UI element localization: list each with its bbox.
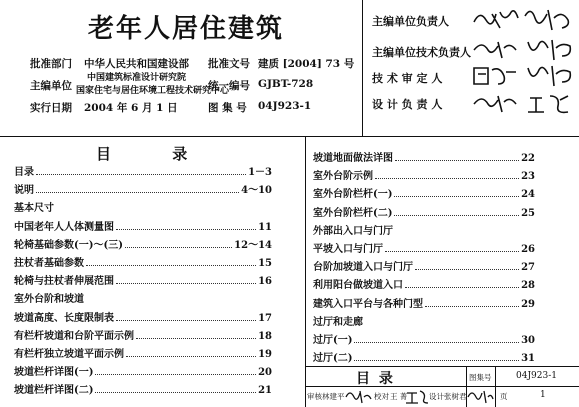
toc-entry-page: 1－3 bbox=[248, 167, 272, 178]
toc-entry-label: 平坡入口与门厅 bbox=[313, 244, 383, 255]
toc-entry[interactable] bbox=[313, 149, 535, 164]
toc-leader-dots bbox=[86, 264, 256, 266]
footer-atlas-value: 04J923-1 bbox=[516, 371, 558, 381]
toc-entry-label: 有栏杆坡道和台阶平面示例 bbox=[14, 330, 134, 342]
toc-entry-page: 27 bbox=[521, 262, 535, 274]
toc-entry-label: 轮椅基础参数(一)～(三) bbox=[14, 239, 123, 251]
toc-entry[interactable] bbox=[313, 240, 535, 255]
unified-no-label: 统一编号 bbox=[208, 80, 250, 92]
footer-checker-signature bbox=[405, 387, 429, 405]
toc-leader-dots bbox=[394, 195, 519, 197]
atlas-no-value: 04J923-1 bbox=[258, 100, 312, 112]
toc-entry-label: 利用阳台做坡道入口 bbox=[313, 280, 403, 292]
toc-entry-label: 目录 bbox=[14, 167, 34, 178]
toc-entry-label: 台阶加坡道入口与门厅 bbox=[313, 262, 413, 274]
footer-designer-signature bbox=[466, 387, 494, 405]
toc-leader-dots bbox=[385, 250, 519, 252]
toc-entry[interactable] bbox=[14, 381, 272, 396]
effective-date-value: 2004 年 6 月 1 日 bbox=[84, 102, 178, 114]
sig-role-3: 技 术 审 定 人 bbox=[372, 72, 443, 85]
toc-entry-label: 轮椅与拄杖者伸展范围 bbox=[14, 276, 114, 288]
toc-section-heading: 基本尺寸 bbox=[14, 203, 54, 215]
toc-entry-label: 建筑入口平台与各种门型 bbox=[313, 298, 423, 310]
chief-unit-label: 主编单位 bbox=[30, 80, 72, 92]
toc-leader-dots bbox=[36, 173, 246, 175]
footer-page-label: 页 bbox=[500, 392, 508, 401]
approval-no-label: 批准文号 bbox=[208, 58, 250, 70]
atlas-no-label: 图 集 号 bbox=[208, 102, 247, 114]
toc-section-heading: 过厅和走廊 bbox=[313, 316, 363, 328]
toc-entry-page: 31 bbox=[521, 353, 535, 365]
effective-date-label: 实行日期 bbox=[30, 102, 72, 114]
toc-leader-dots bbox=[95, 373, 256, 375]
toc-entry-page: 22 bbox=[521, 153, 535, 164]
toc-entry-page: 16 bbox=[258, 276, 272, 288]
sig-role-1: 主编单位负责人 bbox=[372, 15, 449, 28]
footer-reviewer-label: 审核 bbox=[307, 392, 322, 401]
toc-entry[interactable] bbox=[14, 236, 272, 251]
approval-no-value: 建质 [2004] 73 号 bbox=[258, 58, 355, 70]
toc-leader-dots bbox=[425, 305, 519, 307]
toc-leader-dots bbox=[136, 337, 256, 339]
toc-entry-label: 坡道栏杆详图(二) bbox=[14, 385, 94, 397]
toc-entry-page: 28 bbox=[521, 280, 535, 292]
toc-entry-page: 30 bbox=[521, 335, 535, 346]
toc-entry-page: 23 bbox=[521, 171, 535, 183]
unified-no-value: GJBT-728 bbox=[258, 78, 314, 90]
toc-leader-dots bbox=[354, 341, 519, 343]
footer-reviewer-signature bbox=[344, 387, 372, 405]
footer-checker-name: 王 菁 bbox=[390, 392, 408, 401]
footer-page-value: 1 bbox=[540, 390, 546, 400]
handwritten-signature-4 bbox=[470, 88, 576, 118]
toc-entry[interactable] bbox=[313, 276, 535, 291]
footer-checker-label: 校对 bbox=[374, 392, 389, 401]
toc-leader-dots bbox=[95, 391, 256, 393]
toc-entry-page: 25 bbox=[521, 207, 535, 219]
toc-leader-dots bbox=[405, 286, 519, 288]
toc-entry-page: 20 bbox=[258, 367, 272, 379]
toc-entry-page: 12～14 bbox=[234, 239, 272, 251]
toc-entry-label: 坡道地面做法详图 bbox=[313, 153, 393, 164]
toc-entry-page: 4～10 bbox=[241, 185, 272, 197]
toc-leader-dots bbox=[126, 355, 256, 357]
footer-designer-name: 张树君 bbox=[444, 392, 467, 401]
toc-entry[interactable] bbox=[14, 163, 272, 178]
toc-leader-dots bbox=[415, 268, 519, 270]
toc-leader-dots bbox=[395, 159, 519, 161]
toc-entry-page: 11 bbox=[258, 221, 272, 233]
footer-reviewer-name: 林建平 bbox=[322, 392, 345, 401]
toc-entry[interactable] bbox=[313, 295, 535, 310]
sig-role-4: 设 计 负 责 人 bbox=[372, 98, 443, 111]
document-title: 老年人居住建筑 bbox=[88, 14, 285, 44]
toc-leader-dots bbox=[375, 177, 519, 179]
approving-dept-value: 中华人民共和国建设部 bbox=[84, 58, 189, 70]
footer-designer-label: 设计 bbox=[429, 392, 444, 401]
toc-entry[interactable] bbox=[313, 204, 535, 219]
approving-dept-label: 批准部门 bbox=[30, 58, 72, 70]
toc-entry-label: 说明 bbox=[14, 185, 34, 197]
header-divider bbox=[362, 0, 363, 136]
toc-entry[interactable] bbox=[14, 272, 272, 287]
toc-entry[interactable] bbox=[14, 181, 272, 196]
toc-entry[interactable] bbox=[313, 258, 535, 273]
toc-entry-label: 坡道栏杆详图(一) bbox=[14, 367, 94, 379]
toc-entry[interactable] bbox=[14, 218, 272, 233]
footer-divider-2 bbox=[495, 366, 496, 407]
toc-leader-dots bbox=[116, 319, 256, 321]
toc-section-heading: 室外台阶和坡道 bbox=[14, 294, 84, 306]
chief-unit-value-2: 国家住宅与居住环境工程技术研究中心 bbox=[76, 86, 230, 96]
toc-entry-page: 17 bbox=[258, 312, 272, 324]
toc-entry-page: 19 bbox=[258, 349, 272, 360]
toc-entry[interactable] bbox=[313, 331, 535, 346]
toc-entry-page: 15 bbox=[258, 258, 272, 269]
toc-entry-page: 29 bbox=[521, 298, 535, 310]
toc-leader-dots bbox=[116, 228, 256, 230]
toc-leader-dots bbox=[125, 246, 232, 248]
toc-entry-page: 18 bbox=[258, 330, 272, 342]
toc-entry[interactable] bbox=[14, 363, 272, 378]
toc-entry[interactable] bbox=[14, 254, 272, 269]
toc-entry-label: 室外台阶栏杆(二) bbox=[313, 207, 393, 219]
toc-leader-dots bbox=[354, 359, 519, 361]
toc-entry-label: 过厅(二) bbox=[313, 353, 353, 365]
footer-title: 目 录 bbox=[356, 371, 395, 387]
toc-entry[interactable] bbox=[313, 349, 535, 364]
toc-leader-dots bbox=[116, 282, 256, 284]
toc-entry-page: 26 bbox=[521, 244, 535, 255]
toc-title: 目 录 bbox=[96, 145, 216, 163]
toc-section-heading: 外部出入口与门厅 bbox=[313, 225, 393, 237]
sig-role-2: 主编单位技术负责人 bbox=[372, 46, 471, 59]
toc-entry[interactable] bbox=[14, 309, 272, 324]
toc-entry-label: 室外台阶示例 bbox=[313, 171, 373, 183]
toc-entry[interactable] bbox=[14, 327, 272, 342]
footer-top-rule bbox=[305, 366, 579, 367]
footer-atlas-label: 图集号 bbox=[469, 373, 492, 382]
toc-entry-label: 中国老年人人体测量图 bbox=[14, 221, 114, 233]
toc-entry-label: 坡道高度、长度限制表 bbox=[14, 312, 114, 324]
toc-entry-label: 拄杖者基础参数 bbox=[14, 258, 84, 269]
handwritten-signature-3 bbox=[470, 60, 576, 90]
header-bottom-rule bbox=[0, 136, 579, 137]
toc-entry-page: 24 bbox=[521, 189, 535, 201]
toc-entry-label: 过厅(一) bbox=[313, 335, 353, 346]
toc-entry-page: 21 bbox=[258, 385, 272, 397]
toc-entry-label: 室外台阶栏杆(一) bbox=[313, 189, 393, 201]
handwritten-signature-1 bbox=[470, 4, 576, 34]
chief-unit-value-1: 中国建筑标准设计研究院 bbox=[87, 73, 187, 83]
toc-entry[interactable] bbox=[313, 185, 535, 200]
toc-entry[interactable] bbox=[313, 167, 535, 182]
toc-entry[interactable] bbox=[14, 345, 272, 360]
toc-leader-dots bbox=[36, 191, 239, 193]
toc-entry-label: 有栏杆独立坡道平面示例 bbox=[14, 349, 124, 360]
toc-leader-dots bbox=[394, 214, 519, 216]
